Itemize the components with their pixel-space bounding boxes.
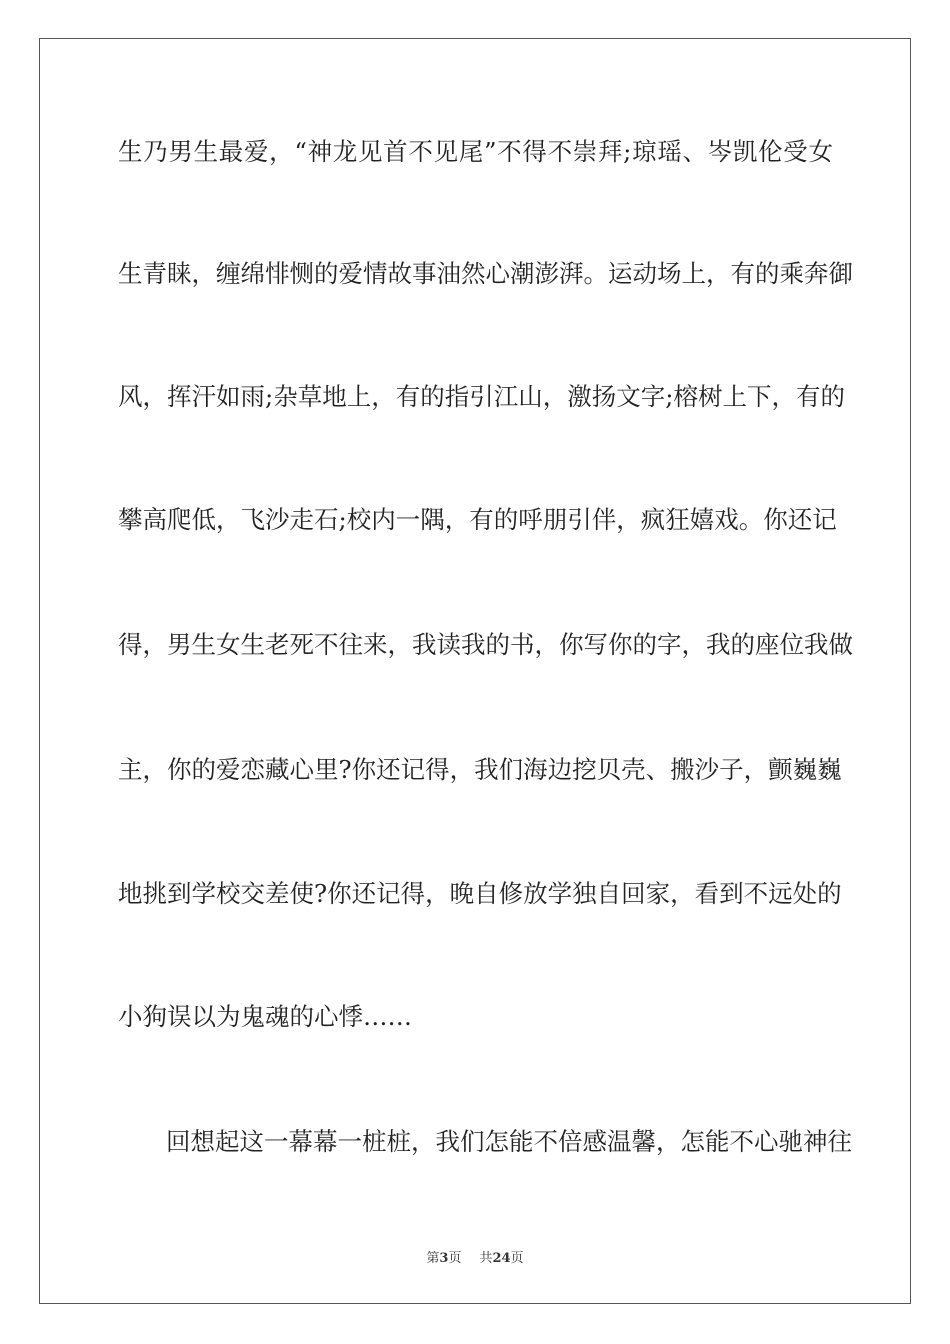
total-suffix: 页 — [510, 1251, 524, 1266]
page-number: 3 — [439, 1251, 449, 1266]
total-prefix: 共 — [479, 1251, 493, 1266]
paragraph-line: 风，挥汗如雨;杂草地上，有的指引江山，激扬文字;榕树上下，有的 — [118, 382, 846, 411]
page-suffix: 页 — [448, 1251, 462, 1266]
paragraph-line: 攀高爬低，飞沙走石;校内一隅，有的呼朋引伴，疯狂嬉戏。你还记 — [118, 505, 837, 534]
page-border — [39, 38, 911, 1304]
paragraph-line: 回想起这一幕幕一桩桩，我们怎能不倍感温馨，怎能不心驰神往 — [166, 1127, 852, 1156]
total-pages: 24 — [492, 1251, 511, 1266]
page-footer — [0, 1247, 950, 1266]
paragraph-line: 小狗误以为鬼魂的心悸…… — [118, 1002, 412, 1031]
page-prefix: 第 — [426, 1251, 440, 1266]
paragraph-line: 主，你的爱恋藏心里?你还记得，我们海边挖贝壳、搬沙子，颤巍巍 — [118, 755, 842, 784]
paragraph-line: 地挑到学校交差使?你还记得，晚自修放学独自回家，看到不远处的 — [118, 879, 842, 908]
paragraph-line: 生乃男生最爱，“神龙见首不见尾”不得不崇拜;琼瑶、岑凯伦受女 — [118, 137, 833, 166]
paragraph-line: 得，男生女生老死不往来，我读我的书，你写你的字，我的座位我做 — [118, 630, 853, 659]
paragraph-line: 生青睐，缠绵悱恻的爱情故事油然心潮澎湃。运动场上，有的乘奔御 — [118, 259, 853, 288]
